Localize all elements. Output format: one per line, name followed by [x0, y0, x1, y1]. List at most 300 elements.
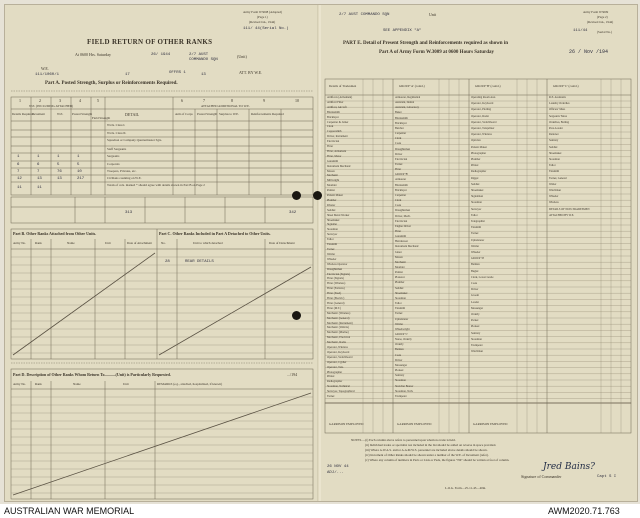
detail-row: Civilians counting on W.E. [107, 176, 142, 180]
trade-item: Tailor [395, 302, 402, 306]
trade-item: Armourer, Regimental [395, 96, 421, 99]
part-b-col: Date of Attachment [127, 241, 152, 245]
trade-item: Carpenter [395, 193, 407, 197]
trade-item: Mason [395, 255, 403, 259]
trade-item: Pioneer [471, 325, 480, 329]
trade-item: Radiographer [471, 170, 487, 174]
detail-row: W.Os. Class II. [107, 131, 127, 135]
trade-item: Mechanic [395, 260, 407, 264]
col-head: Field Strength [92, 116, 111, 120]
trade-item: Bricklayer [327, 115, 339, 119]
trade-item: Operator, Wireless [471, 133, 492, 137]
trade-item: Clerk [327, 125, 334, 129]
trade-item: Tinsmith [549, 170, 560, 174]
trade-item: GROUP 'D' [471, 257, 485, 261]
cell-value: 1 [77, 155, 80, 159]
unit-label-r: Unit [429, 12, 437, 17]
part-e-title: PART E. Detail of Present Strength and Reinforcements required as shown in [343, 41, 509, 46]
trade-item: Pattern Maker [471, 145, 487, 149]
trade-item: Storeman [549, 158, 560, 161]
see-appendix: SEE APPENDIX "A" [383, 29, 422, 33]
total-typed: 313 [125, 211, 133, 215]
trade-item: Artificers (Armament) [327, 96, 353, 99]
trade-item: Hairdresser [395, 240, 408, 244]
cell-value: 10 [77, 170, 82, 174]
trade-item: Driver [471, 288, 479, 292]
trade-item: Mechanic (General) [327, 316, 350, 320]
form-ref-2: (Page 1) [257, 15, 268, 19]
part-b-col: Army No. [13, 241, 26, 245]
col-head-r: GROUP 'A' (contd.) [399, 84, 425, 88]
att-by-we: ATT. BY W.E. [239, 70, 263, 75]
col-num: 1 [19, 98, 21, 103]
part-d-col: REMARKS (e.g., attached, hospitalized, if known) [157, 382, 223, 386]
trade-item: Saddler [395, 286, 404, 290]
col-num: 3 [59, 98, 61, 103]
trade-item: Cook [395, 204, 402, 208]
trade-item: Assistant, Laboratory [395, 106, 420, 110]
col-head: Surplus to W.E. [219, 112, 240, 116]
trade-item: Plasterer [395, 276, 405, 280]
trade-item: Clerk [395, 199, 402, 203]
trade-item: Bugler [471, 269, 479, 273]
cell-value: 13 [37, 177, 42, 181]
trade-item: Operator, Tele. [327, 365, 344, 369]
trade-item: Operator, Teleprinter [471, 127, 495, 130]
trade-item: Signaller [327, 223, 338, 227]
cell-value: 1 [57, 155, 60, 159]
signature-label: Signature of Commander [521, 474, 562, 479]
trade-item: Wireless [549, 201, 559, 205]
trade-item: Mechanic (Instrument) [327, 321, 353, 325]
col-head: Posted Strength [72, 112, 93, 116]
trade-item: Radiographer [327, 380, 343, 384]
part-c-col: No. [161, 241, 166, 245]
trade-item: Pattern Maker [327, 194, 343, 198]
we-label: W.E. [41, 66, 49, 71]
trade-item: Laundry Orderlies [549, 102, 570, 106]
trade-item: DETAILS OF NON-TRADESMEN [549, 207, 590, 211]
trade-item: Batman [395, 348, 404, 352]
detail-row: Corporals [107, 162, 120, 166]
trade-item: Groom [471, 294, 479, 298]
col-head: Arm of Corps [175, 112, 193, 116]
trade-item: Packer [471, 319, 479, 323]
trade-item: Photographer [327, 370, 343, 374]
trade-item: Turner, General [549, 176, 567, 180]
trade-item: Orderlies, Batting [549, 120, 570, 124]
trade-item: Butcher [395, 126, 404, 130]
trade-item: Mechanic, Radio [327, 341, 347, 345]
attached-head: ATTACHED ADDITIONAL TO W.E. [201, 104, 250, 108]
trade-item: Operating Room Asst. [471, 96, 496, 99]
part-d-col: Army No. [13, 382, 26, 386]
trade-item: Storeman [395, 296, 406, 300]
unit-typed-r: 2/7 AUST COMMANDO SQN [339, 13, 390, 17]
trade-item: Millwright [327, 179, 340, 183]
trade-item: Fitter [395, 229, 402, 233]
page-1-rules [5, 5, 319, 501]
trade-item: Turner [327, 395, 335, 399]
trade-item: Operator, Keyboard [327, 350, 350, 354]
col-num: 10 [295, 98, 299, 103]
trade-item: Surveyor [327, 233, 338, 237]
trade-item: ATTACHED BY W.E. [549, 213, 575, 217]
cell-value: 5 [77, 163, 80, 167]
col-head: W.E. [57, 112, 64, 116]
col-head: Increment [32, 112, 45, 116]
serial-number: 111/ 44(Serial No.) [243, 27, 289, 31]
trade-item: Draughtsman [395, 147, 411, 151]
part-d-col: Name [73, 382, 81, 386]
trade-item: Assistant, Dental [395, 101, 415, 105]
trade-item: Tailor [549, 164, 556, 168]
trade-item: Mechanic, Electrical [327, 336, 351, 340]
trade-item: Trumpeter [471, 344, 483, 347]
form-ref-r1: Army Form W3009 [583, 10, 609, 14]
form-ref-3: (Revised Jan., 1944) [249, 20, 276, 24]
trade-item: Electrician [327, 140, 340, 144]
trade-item: Blacksmith [395, 116, 408, 120]
document-scan [4, 4, 638, 502]
cell-value: 1 [17, 155, 20, 159]
trade-item: Fitter [395, 168, 402, 172]
form-ref-r3: (Revised Jan., 1944) [587, 20, 614, 24]
trade-item: Pioneer [395, 369, 404, 373]
trade-item: Electrician [395, 219, 408, 223]
part-e-sub: Part A of Army Form W.3009 at 0600 Hours Saturday [379, 50, 494, 55]
trade-item: Welder [327, 252, 336, 256]
trade-item: Driver, Mech. [395, 214, 411, 218]
trade-item: Telegraphist [471, 220, 485, 223]
trade-item: Photographer [471, 151, 487, 155]
punch-hole [292, 191, 301, 200]
trade-item: Fitter (Fortress) [327, 287, 345, 291]
trade-item: R.E. Assistants [549, 96, 566, 99]
col-num: 9 [263, 98, 265, 103]
at-line: At 0600 Hrs. Saturday [75, 52, 111, 57]
trade-item: Artificer Fitter [327, 100, 344, 104]
trade-item: Welder [395, 322, 404, 326]
part-c-col: Date of Detachment [269, 241, 295, 245]
trade-item: Carpenter & Joiner [327, 120, 349, 124]
trade-item: Tinsmith [395, 307, 406, 311]
trade-item: Sanitary [549, 139, 559, 143]
trade-item: Operator, Keyboard [471, 102, 494, 106]
trade-item: Shoemaker [395, 291, 408, 295]
col-head: Reinforcements Required [251, 112, 284, 116]
part-b-col: Rank [35, 241, 42, 245]
trade-item: Instrument Mechanic [327, 164, 351, 168]
cell-value: 1 [37, 155, 40, 159]
detail-row: W.Os. Class I. [107, 123, 126, 127]
part-a-heading: Part A. Posted Strength, Surplus or Reinforcements Required. [45, 81, 178, 86]
trade-item: Storeman [327, 228, 338, 232]
date-stamp-2: ADJ/... [327, 471, 344, 475]
col-head: DETAIL [125, 112, 140, 117]
col-num: 2 [39, 98, 41, 103]
trade-item: Operator, Cypher [327, 360, 347, 364]
trade-item: Sergeants' Mess [549, 114, 567, 118]
part-d-heading: Part D. Description of Other Ranks Whom Return To...........(Unit) is Particularly Requested. [13, 372, 171, 377]
trade-item: Watchman [471, 350, 483, 354]
detail-row: Totals of cols. marked * should agree with details shown in Part B on Page 2 [107, 183, 205, 187]
trade-item: Mechanic [327, 174, 339, 178]
part-b-heading: Part B. Other Ranks Attached from Other Units. [13, 231, 97, 236]
offrs-value: 17 [125, 73, 130, 77]
trade-item: Draughtsman [327, 267, 343, 271]
trade-item: Saddler [327, 208, 336, 212]
trade-item: Tinsmith [471, 226, 482, 230]
cell-value: 7 [37, 170, 40, 174]
trade-item: Plumber [471, 158, 481, 161]
trade-item: Saddler [471, 182, 480, 186]
archive-footer [0, 504, 640, 518]
part-c-col: Unit to which detached [193, 241, 223, 245]
trade-item: Armourer [395, 178, 407, 182]
trade-item: Tinsmith [327, 243, 338, 247]
trade-item: Mechanic (Wireless) [327, 311, 351, 315]
page-2 [321, 5, 637, 501]
col-num: 7 [203, 98, 205, 103]
col-num: 5 [97, 98, 99, 103]
trade-item: Moulder [327, 184, 337, 188]
trade-item: Carpenter [395, 132, 407, 136]
trade-item: Gunsmith [395, 235, 407, 239]
trade-item: Loader [471, 300, 479, 304]
part-b-col: Unit [105, 241, 111, 245]
at-date: 26/ 1944 [151, 53, 171, 57]
trade-item: Wheeler [327, 257, 337, 261]
trade-item: Electrician [395, 157, 408, 161]
part-e-date: 26 / Nov /194 [569, 49, 609, 55]
trade-item: Clerk [395, 137, 402, 141]
trade-item: Batman [471, 263, 480, 267]
trade-item: Surveyor, Topographical [327, 390, 355, 394]
col-head: Posted Strength [197, 112, 218, 116]
cell-value: 6 [37, 163, 40, 167]
cell-value: 76 [57, 170, 62, 174]
trade-item: Engine Driver [395, 224, 411, 228]
unit-label: (Unit) [237, 54, 247, 59]
trade-item: Wireless Operator [327, 262, 348, 266]
unit-typed-2: COMMANDO SQN [189, 58, 218, 62]
form-ref-r2: (Page 2) [597, 15, 608, 19]
trade-item: Welder [471, 244, 480, 248]
cell-value: 6 [17, 163, 20, 167]
trade-item: Fitter, Armament [327, 149, 347, 153]
trade-item: Para-Loader [549, 127, 563, 130]
col-num: 8 [231, 98, 233, 103]
trade-item: Messenger [471, 306, 484, 310]
trade-item: Bricklayer [395, 188, 407, 192]
trade-item: Turner [327, 248, 335, 251]
trade-item: Driver, Instrument [327, 135, 348, 139]
trade-item: Operator, Radar [471, 114, 489, 118]
trade-item: Fitter, Motor [327, 154, 342, 158]
trade-item: GROUP 'B' [395, 173, 408, 177]
trade-item: Sanitary [395, 374, 405, 378]
cell-value: 11 [37, 186, 42, 190]
trade-item: Optician [471, 139, 481, 143]
trade-item: Printer [327, 375, 335, 379]
detail-row: Staff Sergeants [107, 147, 127, 151]
trade-item: Electrician (Signals) [327, 272, 350, 276]
trade-item: Driver [395, 358, 403, 362]
trade-item: Tailor [327, 238, 334, 242]
trade-item: Plumber [327, 198, 337, 202]
unit-typed: 2/7 AUST [189, 53, 209, 57]
trade-item: Shoemaker [327, 218, 340, 222]
trade-item: Cook [395, 353, 402, 357]
ors-label: OFFRS 1 [169, 71, 186, 75]
trade-item: Sanitary [471, 331, 481, 335]
serial-label-r: (Serial No.) [597, 30, 613, 34]
trade-item: Walter [549, 182, 557, 186]
trade-item: Operator, Switchboard [471, 120, 497, 124]
part-c-typed: REAR DETAILS [185, 260, 214, 264]
cell-value: 7 [17, 170, 20, 174]
trade-item: Driver [395, 152, 403, 156]
trade-item: Watchman [549, 189, 561, 192]
trade-item: Saddler [549, 145, 558, 149]
garrison-label: GARRISON EMPLOYED [397, 422, 432, 426]
col-num: 4 [79, 98, 81, 103]
trade-item: Trumpeter [395, 394, 407, 398]
trade-item: Orderly [395, 343, 404, 347]
footer-institution: AUSTRALIAN WAR MEMORIAL [4, 506, 135, 516]
trade-item: Instrument Mechanic [395, 245, 419, 249]
note: (v) Where any column of numbers in Parts or Lists or Pads, the figures "Nil" should be written at foot of column. [365, 458, 510, 462]
ors-value: 13 [201, 73, 206, 77]
trade-item: Wheeler [471, 251, 481, 254]
trade-item: Signalman [471, 195, 483, 199]
trade-item: Surveyor [471, 207, 482, 211]
note: NOTES.—(i) Each column above refers to personnel upon whom no trade is held. [351, 438, 456, 442]
serial-r: 111/44 [573, 29, 588, 33]
part-b-col: Name [67, 241, 75, 245]
note: (iii) Where A.W.A.S. and/or A.A.M.W.S. personnel are included above details should be shown. [365, 448, 488, 452]
note: (ii) Individual trades or specialist not included in the list should be added on reverse in space provided. [365, 443, 497, 447]
we-incl-head: W.E. (INCLUDING ATTACHED) [29, 104, 74, 108]
footer-accession: AWM2020.71.763 [548, 506, 620, 516]
trade-item: Fitter (Wireless) [327, 282, 346, 286]
trade-item: Storeman [471, 201, 482, 205]
trade-item: Moulder [395, 266, 405, 270]
trade-item: Storeman [471, 337, 482, 341]
form-ref-1: Army Form W3008 (Adapted) [243, 10, 282, 14]
trade-item: Printer [471, 164, 479, 168]
trade-item: Cook [471, 282, 478, 285]
trade-item: Draughtsman [395, 209, 411, 213]
col-num: 6 [181, 98, 183, 103]
trade-item: Storeman, Technical [327, 385, 350, 389]
trade-item: Storeman [395, 379, 406, 383]
signature-unit: Capt S I [597, 475, 617, 479]
trade-item: Shoemaker [549, 151, 562, 155]
col-head-r: GROUP 'C' (contd.) [553, 84, 579, 88]
trade-item: Coppersmith [327, 130, 342, 134]
trade-item: Operator, Plotting [471, 108, 492, 112]
trade-item: Mechanic (Vehicle) [327, 326, 349, 330]
trade-item: Messenger [395, 363, 408, 367]
trade-item: Nurse, Orderly [395, 338, 412, 342]
date-stamp: 26 NOV 44 [327, 465, 349, 469]
trade-item: Plumber [395, 281, 405, 285]
cell-value: 5 [57, 163, 60, 167]
trade-item: Wheelwright [395, 327, 410, 331]
trade-item: Upholsterer [471, 238, 485, 242]
we-value: 111/1060/1 [35, 73, 60, 77]
print-line: L.O.G. Form—25-11-43—40m. [445, 486, 487, 490]
cell-value: 12 [17, 177, 22, 181]
detail-row: Sergeants [107, 154, 120, 158]
trade-item: Bricklayer [395, 121, 407, 125]
trade-item: Operator, Switchboard [327, 355, 353, 359]
trade-item: Fitter (General) [327, 301, 345, 305]
signature: Jred Bains? [543, 462, 595, 472]
trade-item: Officers' Mess [549, 108, 566, 112]
trade-item: Fitter (M.T.) [327, 306, 342, 310]
trade-item: Baker [395, 111, 402, 115]
cell-value: 217 [77, 177, 85, 181]
trade-item: Wheeler [549, 195, 559, 199]
note: (iv) Increment of Other Ranks should be shown under a number of the W.E. of Increment (refer). [365, 453, 489, 457]
trade-item: Farrier [395, 162, 403, 166]
trade-item: Gunsmith [327, 159, 339, 163]
trade-item: Mason [327, 169, 335, 173]
detail-row: Squadron or Company Quartermaster Sgts. [107, 138, 162, 142]
part-c-typed-num: 28 [165, 260, 170, 264]
trade-item: Fitter (Electric) [327, 297, 345, 301]
cell-value: 13 [57, 177, 62, 181]
trade-item: Stretcher Bearer [395, 384, 414, 388]
trade-item: Turner [395, 312, 403, 316]
trade-item: Storeman, Tech. [395, 389, 414, 393]
trade-item: Riveter [327, 203, 336, 207]
part-d-col: Rank [35, 382, 42, 386]
garrison-label: GARRISON EMPLOYED [329, 422, 364, 426]
trade-item: Sheet Metal Worker [327, 213, 350, 217]
part-d-year: .../194 [287, 372, 298, 377]
trade-item: Painter [327, 189, 335, 193]
col-head: Details Required [12, 112, 34, 116]
trade-item: Blacksmith [395, 183, 408, 187]
trade-item: Upholsterer [395, 317, 409, 321]
trade-item: Clerk, Lower Grade [471, 275, 494, 279]
detail-row: Troopers, Privates, etc. [107, 169, 137, 173]
col-head-r: Details of Tradesmen [329, 84, 357, 88]
page-1 [5, 5, 319, 501]
punch-hole [292, 311, 301, 320]
trade-item: Orderly [471, 313, 480, 316]
trade-item: Tailor [471, 213, 478, 217]
trade-item: Shoemaker [471, 189, 484, 192]
trade-item: Painter [395, 271, 403, 275]
trade-item: Rigger [471, 176, 479, 180]
col-head-r: GROUP 'B' (contd.) [475, 84, 501, 88]
trade-item: GROUP 'C' [395, 333, 408, 337]
trade-item: Artificer, Aircraft [327, 105, 347, 109]
trade-item: Operator, Wireless [327, 346, 348, 350]
part-d-col: Unit [123, 382, 129, 386]
trade-item: Joiner [395, 250, 402, 254]
trade-item: Fitter (Signals) [327, 277, 344, 281]
garrison-label: GARRISON EMPLOYED [473, 422, 508, 426]
trade-item: Turner [471, 232, 479, 236]
form-title: FIELD RETURN OF OTHER RANKS [87, 38, 213, 46]
cell-value: 11 [17, 186, 22, 190]
